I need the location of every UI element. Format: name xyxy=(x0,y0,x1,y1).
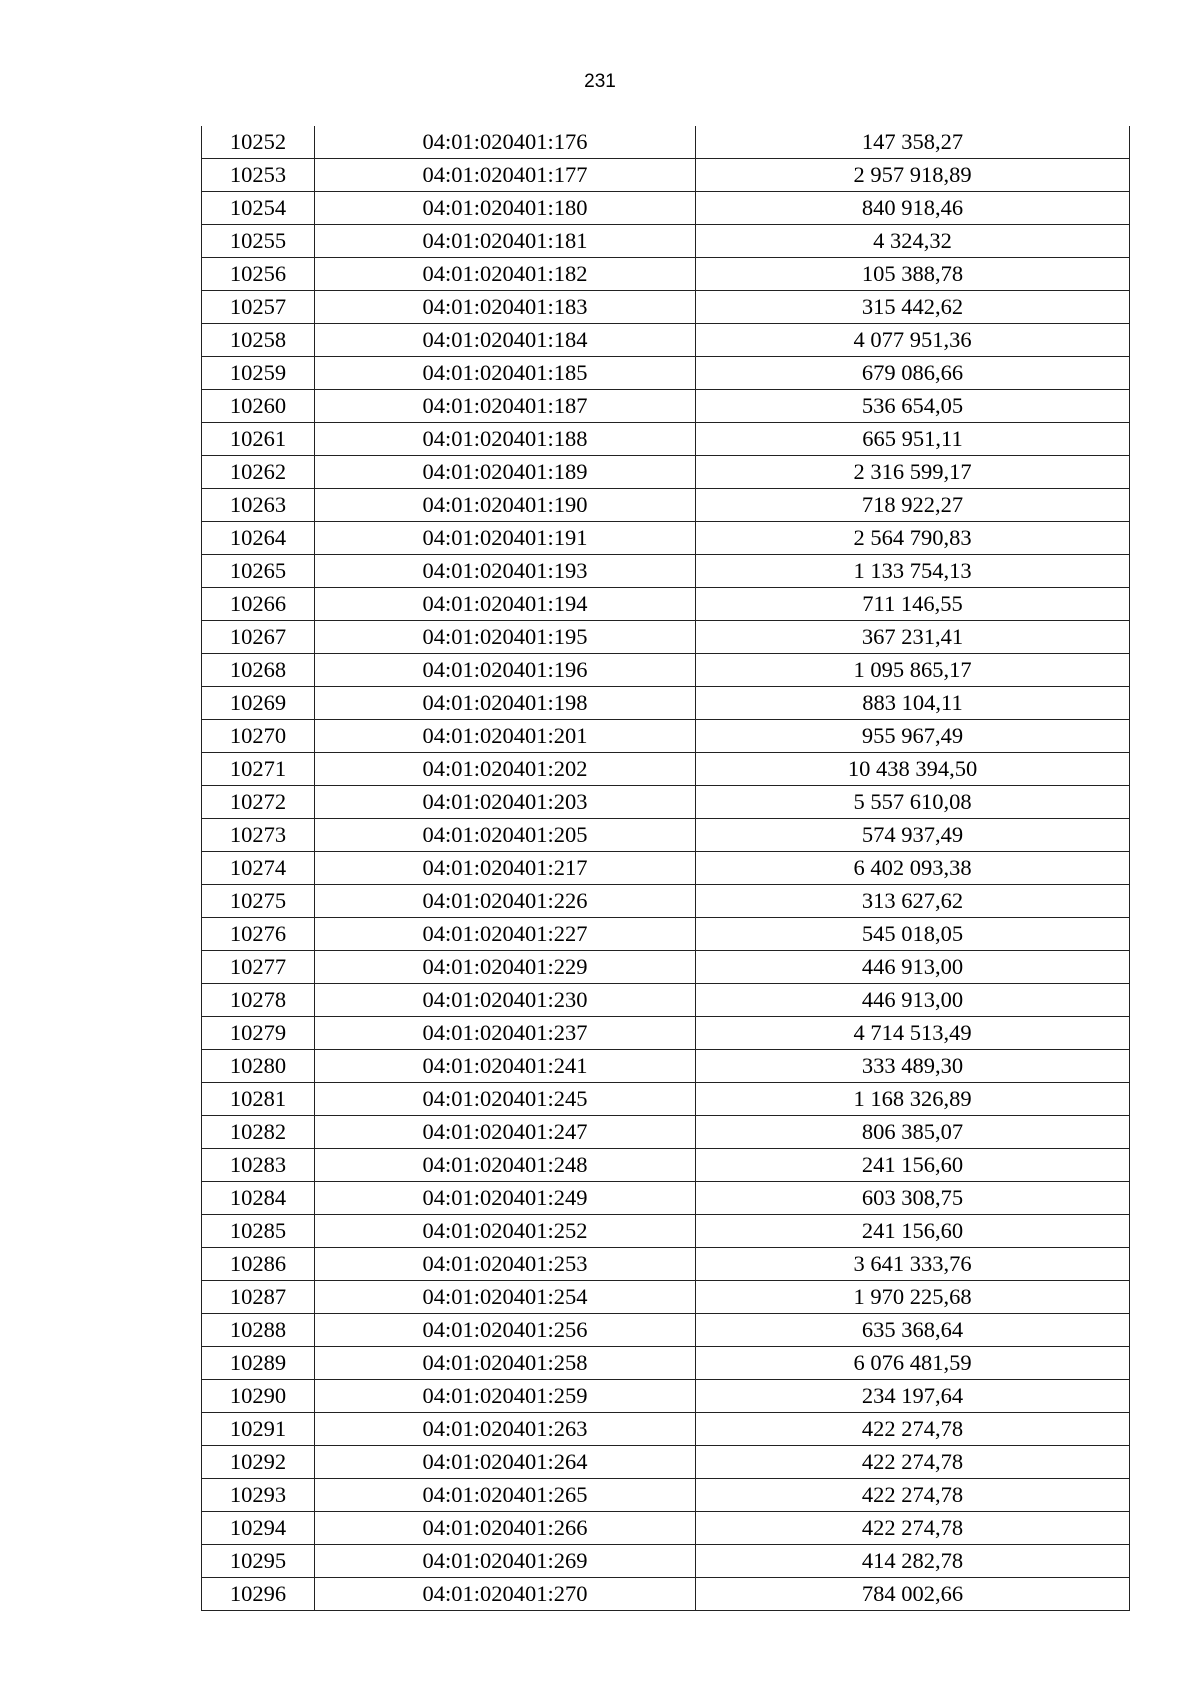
table-row xyxy=(202,258,1130,291)
cadastral-number-cell: 04:01:020401:230 xyxy=(315,984,696,1017)
value-cell: 446 913,00 xyxy=(696,951,1130,984)
table-row xyxy=(202,1116,1130,1149)
value-cell: 6 402 093,38 xyxy=(696,852,1130,885)
value-cell: 536 654,05 xyxy=(696,390,1130,423)
cadastral-number-cell: 04:01:020401:198 xyxy=(315,687,696,720)
cadastral-number-cell: 04:01:020401:195 xyxy=(315,621,696,654)
cadastral-number-cell: 04:01:020401:177 xyxy=(315,159,696,192)
row-number-cell: 10278 xyxy=(202,984,315,1017)
row-number-cell: 10273 xyxy=(202,819,315,852)
row-number-cell: 10265 xyxy=(202,555,315,588)
cadastral-number-cell: 04:01:020401:201 xyxy=(315,720,696,753)
row-number-cell: 10269 xyxy=(202,687,315,720)
cadastral-number-cell: 04:01:020401:245 xyxy=(315,1083,696,1116)
row-number-cell: 10263 xyxy=(202,489,315,522)
table-row xyxy=(202,423,1130,456)
value-cell: 574 937,49 xyxy=(696,819,1130,852)
table-row xyxy=(202,291,1130,324)
value-cell: 679 086,66 xyxy=(696,357,1130,390)
value-cell: 315 442,62 xyxy=(696,291,1130,324)
row-number-cell: 10256 xyxy=(202,258,315,291)
table-row xyxy=(202,654,1130,687)
row-number-cell: 10258 xyxy=(202,324,315,357)
row-number-cell: 10252 xyxy=(202,126,315,159)
value-cell: 711 146,55 xyxy=(696,588,1130,621)
cadastral-number-cell: 04:01:020401:187 xyxy=(315,390,696,423)
table-row xyxy=(202,1446,1130,1479)
cadastral-number-cell: 04:01:020401:190 xyxy=(315,489,696,522)
table-row xyxy=(202,1017,1130,1050)
row-number-cell: 10292 xyxy=(202,1446,315,1479)
value-cell: 4 714 513,49 xyxy=(696,1017,1130,1050)
row-number-cell: 10293 xyxy=(202,1479,315,1512)
row-number-cell: 10261 xyxy=(202,423,315,456)
table-row xyxy=(202,522,1130,555)
cadastral-number-cell: 04:01:020401:183 xyxy=(315,291,696,324)
value-cell: 333 489,30 xyxy=(696,1050,1130,1083)
cadastral-number-cell: 04:01:020401:182 xyxy=(315,258,696,291)
value-cell: 635 368,64 xyxy=(696,1314,1130,1347)
row-number-cell: 10295 xyxy=(202,1545,315,1578)
cadastral-number-cell: 04:01:020401:227 xyxy=(315,918,696,951)
table-row xyxy=(202,918,1130,951)
cadastral-number-cell: 04:01:020401:270 xyxy=(315,1578,696,1611)
cadastral-number-cell: 04:01:020401:181 xyxy=(315,225,696,258)
row-number-cell: 10294 xyxy=(202,1512,315,1545)
cadastral-number-cell: 04:01:020401:188 xyxy=(315,423,696,456)
table-row xyxy=(202,126,1130,159)
value-cell: 1 133 754,13 xyxy=(696,555,1130,588)
row-number-cell: 10277 xyxy=(202,951,315,984)
row-number-cell: 10274 xyxy=(202,852,315,885)
table-row xyxy=(202,1149,1130,1182)
table-row xyxy=(202,819,1130,852)
table-row xyxy=(202,1512,1130,1545)
row-number-cell: 10270 xyxy=(202,720,315,753)
row-number-cell: 10268 xyxy=(202,654,315,687)
cadastral-number-cell: 04:01:020401:265 xyxy=(315,1479,696,1512)
value-cell: 603 308,75 xyxy=(696,1182,1130,1215)
table-row xyxy=(202,885,1130,918)
cadastral-number-cell: 04:01:020401:184 xyxy=(315,324,696,357)
table-row xyxy=(202,1380,1130,1413)
table-row xyxy=(202,1215,1130,1248)
value-cell: 422 274,78 xyxy=(696,1413,1130,1446)
value-cell: 422 274,78 xyxy=(696,1479,1130,1512)
value-cell: 422 274,78 xyxy=(696,1512,1130,1545)
cadastral-number-cell: 04:01:020401:193 xyxy=(315,555,696,588)
row-number-cell: 10262 xyxy=(202,456,315,489)
value-cell: 234 197,64 xyxy=(696,1380,1130,1413)
value-cell: 446 913,00 xyxy=(696,984,1130,1017)
cadastral-number-cell: 04:01:020401:248 xyxy=(315,1149,696,1182)
table-row xyxy=(202,1314,1130,1347)
value-cell: 3 641 333,76 xyxy=(696,1248,1130,1281)
row-number-cell: 10288 xyxy=(202,1314,315,1347)
row-number-cell: 10285 xyxy=(202,1215,315,1248)
cadastral-number-cell: 04:01:020401:229 xyxy=(315,951,696,984)
table-row xyxy=(202,1578,1130,1611)
cadastral-number-cell: 04:01:020401:269 xyxy=(315,1545,696,1578)
table-row xyxy=(202,159,1130,192)
table-row xyxy=(202,1347,1130,1380)
cadastral-number-cell: 04:01:020401:176 xyxy=(315,126,696,159)
row-number-cell: 10289 xyxy=(202,1347,315,1380)
value-cell: 5 557 610,08 xyxy=(696,786,1130,819)
value-cell: 4 324,32 xyxy=(696,225,1130,258)
table-row xyxy=(202,753,1130,786)
row-number-cell: 10283 xyxy=(202,1149,315,1182)
table-row xyxy=(202,1050,1130,1083)
row-number-cell: 10264 xyxy=(202,522,315,555)
row-number-cell: 10275 xyxy=(202,885,315,918)
value-cell: 955 967,49 xyxy=(696,720,1130,753)
cadastral-number-cell: 04:01:020401:180 xyxy=(315,192,696,225)
table-row xyxy=(202,1545,1130,1578)
table-row xyxy=(202,1479,1130,1512)
cadastral-number-cell: 04:01:020401:249 xyxy=(315,1182,696,1215)
cadastral-number-cell: 04:01:020401:252 xyxy=(315,1215,696,1248)
row-number-cell: 10280 xyxy=(202,1050,315,1083)
table-row xyxy=(202,621,1130,654)
cadastral-number-cell: 04:01:020401:266 xyxy=(315,1512,696,1545)
row-number-cell: 10291 xyxy=(202,1413,315,1446)
table-row xyxy=(202,1413,1130,1446)
cadastral-number-cell: 04:01:020401:241 xyxy=(315,1050,696,1083)
value-cell: 414 282,78 xyxy=(696,1545,1130,1578)
table-row xyxy=(202,720,1130,753)
table-row xyxy=(202,786,1130,819)
value-cell: 147 358,27 xyxy=(696,126,1130,159)
table-row xyxy=(202,1182,1130,1215)
table-row xyxy=(202,225,1130,258)
table-row xyxy=(202,1248,1130,1281)
value-cell: 883 104,11 xyxy=(696,687,1130,720)
value-cell: 718 922,27 xyxy=(696,489,1130,522)
table-row xyxy=(202,852,1130,885)
row-number-cell: 10281 xyxy=(202,1083,315,1116)
row-number-cell: 10296 xyxy=(202,1578,315,1611)
cadastral-number-cell: 04:01:020401:203 xyxy=(315,786,696,819)
cadastral-number-cell: 04:01:020401:253 xyxy=(315,1248,696,1281)
row-number-cell: 10272 xyxy=(202,786,315,819)
cadastral-number-cell: 04:01:020401:263 xyxy=(315,1413,696,1446)
value-cell: 784 002,66 xyxy=(696,1578,1130,1611)
value-cell: 806 385,07 xyxy=(696,1116,1130,1149)
table-row xyxy=(202,951,1130,984)
row-number-cell: 10286 xyxy=(202,1248,315,1281)
cadastral-value-table xyxy=(201,126,1130,1611)
value-cell: 1 168 326,89 xyxy=(696,1083,1130,1116)
cadastral-number-cell: 04:01:020401:254 xyxy=(315,1281,696,1314)
row-number-cell: 10290 xyxy=(202,1380,315,1413)
value-cell: 2 564 790,83 xyxy=(696,522,1130,555)
value-cell: 313 627,62 xyxy=(696,885,1130,918)
value-cell: 422 274,78 xyxy=(696,1446,1130,1479)
row-number-cell: 10260 xyxy=(202,390,315,423)
row-number-cell: 10284 xyxy=(202,1182,315,1215)
cadastral-number-cell: 04:01:020401:226 xyxy=(315,885,696,918)
cadastral-number-cell: 04:01:020401:259 xyxy=(315,1380,696,1413)
row-number-cell: 10271 xyxy=(202,753,315,786)
value-cell: 4 077 951,36 xyxy=(696,324,1130,357)
value-cell: 367 231,41 xyxy=(696,621,1130,654)
value-cell: 241 156,60 xyxy=(696,1215,1130,1248)
table-row xyxy=(202,192,1130,225)
table-row xyxy=(202,390,1130,423)
table-row xyxy=(202,1083,1130,1116)
cadastral-number-cell: 04:01:020401:185 xyxy=(315,357,696,390)
cadastral-number-cell: 04:01:020401:247 xyxy=(315,1116,696,1149)
cadastral-number-cell: 04:01:020401:205 xyxy=(315,819,696,852)
page-number: 231 xyxy=(584,71,616,92)
table-row xyxy=(202,687,1130,720)
row-number-cell: 10287 xyxy=(202,1281,315,1314)
row-number-cell: 10279 xyxy=(202,1017,315,1050)
row-number-cell: 10253 xyxy=(202,159,315,192)
value-cell: 2 316 599,17 xyxy=(696,456,1130,489)
value-cell: 6 076 481,59 xyxy=(696,1347,1130,1380)
table-body xyxy=(202,126,1130,1611)
row-number-cell: 10282 xyxy=(202,1116,315,1149)
row-number-cell: 10254 xyxy=(202,192,315,225)
value-cell: 105 388,78 xyxy=(696,258,1130,291)
value-cell: 840 918,46 xyxy=(696,192,1130,225)
table-row xyxy=(202,984,1130,1017)
value-cell: 1 970 225,68 xyxy=(696,1281,1130,1314)
table-row xyxy=(202,456,1130,489)
table-row xyxy=(202,489,1130,522)
cadastral-number-cell: 04:01:020401:189 xyxy=(315,456,696,489)
cadastral-number-cell: 04:01:020401:194 xyxy=(315,588,696,621)
cadastral-number-cell: 04:01:020401:256 xyxy=(315,1314,696,1347)
table-row xyxy=(202,555,1130,588)
cadastral-number-cell: 04:01:020401:191 xyxy=(315,522,696,555)
table-row xyxy=(202,357,1130,390)
cadastral-number-cell: 04:01:020401:258 xyxy=(315,1347,696,1380)
row-number-cell: 10267 xyxy=(202,621,315,654)
value-cell: 665 951,11 xyxy=(696,423,1130,456)
cadastral-number-cell: 04:01:020401:237 xyxy=(315,1017,696,1050)
row-number-cell: 10259 xyxy=(202,357,315,390)
value-cell: 10 438 394,50 xyxy=(696,753,1130,786)
cadastral-number-cell: 04:01:020401:196 xyxy=(315,654,696,687)
table-row xyxy=(202,324,1130,357)
value-cell: 1 095 865,17 xyxy=(696,654,1130,687)
cadastral-number-cell: 04:01:020401:217 xyxy=(315,852,696,885)
value-cell: 2 957 918,89 xyxy=(696,159,1130,192)
row-number-cell: 10276 xyxy=(202,918,315,951)
value-cell: 241 156,60 xyxy=(696,1149,1130,1182)
row-number-cell: 10257 xyxy=(202,291,315,324)
row-number-cell: 10266 xyxy=(202,588,315,621)
table-row xyxy=(202,1281,1130,1314)
cadastral-number-cell: 04:01:020401:202 xyxy=(315,753,696,786)
value-cell: 545 018,05 xyxy=(696,918,1130,951)
table-row xyxy=(202,588,1130,621)
cadastral-number-cell: 04:01:020401:264 xyxy=(315,1446,696,1479)
row-number-cell: 10255 xyxy=(202,225,315,258)
